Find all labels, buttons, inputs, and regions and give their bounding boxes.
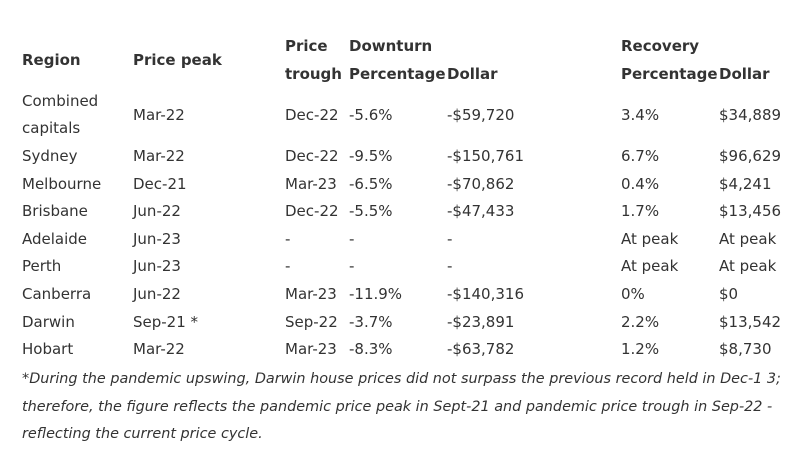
- price-peak-cell: Jun-23: [133, 230, 181, 248]
- downturn-dollar-cell: -: [447, 230, 453, 248]
- downturn-dollar-cell: -: [447, 257, 453, 275]
- price-trough-cell: Sep-22: [285, 313, 338, 331]
- header-price-peak: Price peak: [133, 51, 222, 69]
- recovery-dollar-cell: $8,730: [719, 340, 772, 358]
- footnote: [22, 366, 792, 449]
- price-peak-cell: Mar-22: [133, 340, 185, 358]
- price-trough-cell: Mar-23: [285, 285, 337, 303]
- downturn-dollar-cell: -$150,761: [447, 147, 524, 165]
- downturn-percentage-cell: -5.6%: [349, 106, 393, 124]
- header-region: Region: [22, 51, 81, 69]
- region-cell: Perth: [22, 257, 62, 275]
- price-peak-cell: Mar-22: [133, 106, 185, 124]
- recovery-percentage-cell: 0.4%: [621, 175, 660, 193]
- recovery-percentage-cell: 1.2%: [621, 340, 660, 358]
- recovery-dollar-cell: $13,542: [719, 313, 782, 331]
- recovery-dollar-cell: $4,241: [719, 175, 772, 193]
- footnote-line: reflecting the current price cycle.: [22, 426, 263, 442]
- recovery-percentage-cell: 0%: [621, 285, 645, 303]
- header-price-trough-line2: trough: [285, 65, 342, 83]
- recovery-dollar-cell: $13,456: [719, 202, 782, 220]
- region-cell: Sydney: [22, 147, 78, 165]
- recovery-dollar-cell: $96,629: [719, 147, 782, 165]
- header-recovery-dollar: Dollar: [719, 65, 770, 83]
- downturn-dollar-cell: -$70,862: [447, 175, 515, 193]
- downturn-dollar-cell: -$47,433: [447, 202, 515, 220]
- price-trough-cell: Mar-23: [285, 340, 337, 358]
- footnote-line: *During the pandemic upswing, Darwin house prices did not surpass the previous record held in Dec-1 3;: [22, 371, 781, 387]
- recovery-percentage-cell: At peak: [621, 230, 679, 248]
- region-cell: Adelaide: [22, 230, 88, 248]
- region-cell: Darwin: [22, 313, 75, 331]
- downturn-percentage-cell: -: [349, 257, 355, 275]
- region-cell: Combined: [22, 92, 99, 110]
- downturn-dollar-cell: -$140,316: [447, 285, 524, 303]
- recovery-dollar-cell: $0: [719, 285, 739, 303]
- price-peak-cell: Jun-23: [133, 257, 181, 275]
- price-peak-cell: Jun-22: [133, 285, 181, 303]
- header-downturn-dollar: Dollar: [447, 65, 498, 83]
- header-downturn-group: Downturn: [349, 37, 433, 55]
- region-cell: Canberra: [22, 285, 92, 303]
- recovery-percentage-cell: 1.7%: [621, 202, 660, 220]
- downturn-dollar-cell: -$63,782: [447, 340, 515, 358]
- region-cell: Melbourne: [22, 175, 102, 193]
- region-cell: Brisbane: [22, 202, 88, 220]
- price-trough-cell: -: [285, 230, 291, 248]
- price-trough-cell: Dec-22: [285, 147, 339, 165]
- header-recovery-percentage: Percentage: [621, 65, 718, 83]
- recovery-dollar-cell: $34,889: [719, 106, 782, 124]
- region-cell: Hobart: [22, 340, 74, 358]
- recovery-percentage-cell: 3.4%: [621, 106, 660, 124]
- downturn-percentage-cell: -9.5%: [349, 147, 393, 165]
- recovery-percentage-cell: 2.2%: [621, 313, 660, 331]
- footnote-line: therefore, the figure reflects the pandemic price peak in Sept-21 and pandemic price trough in Sep-22 -: [22, 398, 773, 415]
- price-trough-cell: Dec-22: [285, 202, 339, 220]
- recovery-dollar-cell: At peak: [719, 257, 777, 275]
- recovery-percentage-cell: At peak: [621, 257, 679, 275]
- price-trough-cell: Mar-23: [285, 175, 337, 193]
- downturn-percentage-cell: -6.5%: [349, 175, 393, 193]
- downturn-percentage-cell: -8.3%: [349, 340, 393, 358]
- price-trough-cell: Dec-22: [285, 106, 339, 124]
- price-trough-cell: -: [285, 257, 291, 275]
- recovery-percentage-cell: 6.7%: [621, 147, 660, 165]
- downturn-percentage-cell: -5.5%: [349, 202, 393, 220]
- downturn-percentage-cell: -3.7%: [349, 313, 393, 331]
- price-peak-cell: Sep-21 *: [133, 313, 199, 331]
- downturn-percentage-cell: -: [349, 230, 355, 248]
- header-downturn-percentage: Percentage: [349, 65, 446, 83]
- downturn-dollar-cell: -$59,720: [447, 106, 515, 124]
- price-peak-cell: Dec-21: [133, 175, 187, 193]
- region-cell-line2: capitals: [22, 119, 81, 137]
- downturn-percentage-cell: -11.9%: [349, 285, 403, 303]
- downturn-dollar-cell: -$23,891: [447, 313, 515, 331]
- header-recovery-group: Recovery: [621, 37, 700, 55]
- price-peak-cell: Mar-22: [133, 147, 185, 165]
- price-peak-cell: Jun-22: [133, 202, 181, 220]
- header-price-trough-line1: Price: [285, 37, 328, 55]
- recovery-dollar-cell: At peak: [719, 230, 777, 248]
